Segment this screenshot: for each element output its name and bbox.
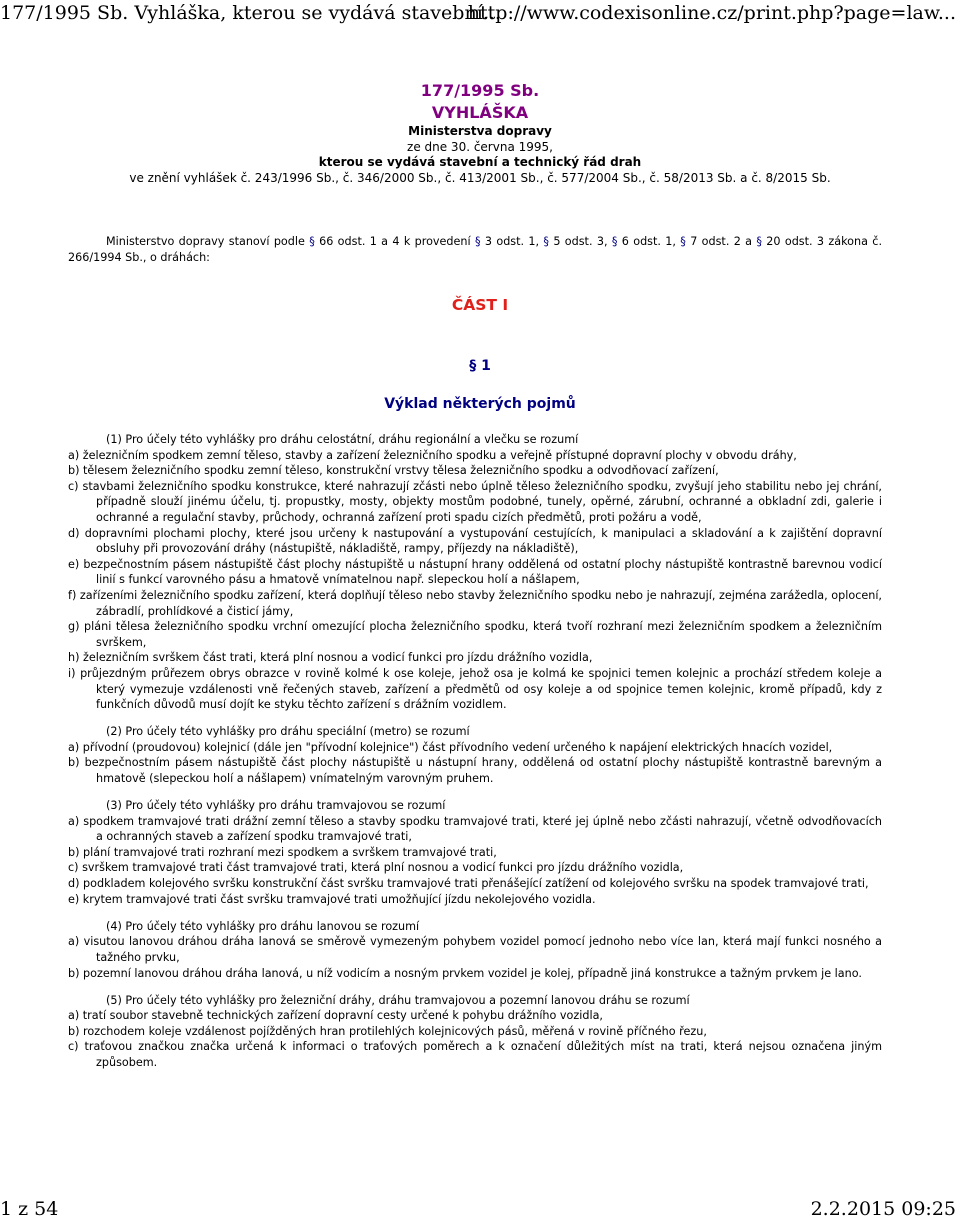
paragraph-lead: (3) Pro účely této vyhlášky pro dráhu tramvajovou se rozumí [106, 799, 446, 813]
section-sign-link[interactable]: § [469, 358, 477, 374]
preamble-text: Ministerstvo dopravy stanoví podle [106, 235, 310, 248]
definition-block [68, 432, 882, 713]
definition-item: e) krytem tramvajové trati část svršku tramvajové trati umožňující jízdu nekolejového vozidla. [68, 892, 596, 906]
definition-item: b) tělesem železničního spodku zemní těleso, konstrukční vrstvy tělesa železničního spodku a odvodňovací zařízení, [68, 464, 719, 478]
definition-item: b) rozchodem koleje vzdálenost pojížděných hran protilehlých kolejnicových pásů, měřená v rovině příčného řezu, [68, 1024, 707, 1038]
part-heading: ČÁST I [451, 296, 509, 314]
preamble-text: 66 odst. 1 a 4 k provedení [314, 235, 475, 248]
definition-item: d) dopravními plochami plochy, které jsou určeny k nastupování a vystupování cestujících, k manipulaci a skladování a k zajištění dopravní obsluhy při provozování dráhy (nástupiště, nákladiště, rampy, příjezdy na nákladiště), [68, 526, 882, 556]
document-amendments: ve znění vyhlášek č. 243/1996 Sb., č. 346/2000 Sb., č. 413/2001 Sb., č. 577/2004 Sb., č. 58/2013 Sb. a č. 8/2015 Sb. [129, 170, 831, 185]
definition-item: i) průjezdným průřezem obrys obrazce v rovině kolmé k ose koleje, jehož osa je kolmá ke spojnici temen kolejnic a prochází středem koleje a který vymezuje vzdálenosti vně řečených staveb, zařízení a předmětů od osy koleje a od spojnice temen kolejnic, kromě případů, kdy z funkčních důvodů musí dojít ke styku těchto zařízení s drážním vozidlem. [68, 666, 882, 712]
definition-item: d) podkladem kolejového svršku konstrukční část svršku tramvajové trati přenášející zatížení od kolejového svršku na spodek tramvajové trati, [68, 877, 869, 891]
definition-item: a) visutou lanovou dráhou dráha lanová se směrově vymezeným pohybem vozidel pomocí jednoho nebo více lan, která mají funkci nosného a tažného prvku, [68, 935, 882, 964]
definition-item: b) pozemní lanovou dráhou dráha lanová, u níž vodicím a nosným prvkem vozidel je kolej, případně jiná konstrukce a tažným prvkem je lano. [68, 966, 862, 980]
paragraph-lead: (4) Pro účely této vyhlášky pro dráhu lanovou se rozumí [106, 919, 420, 933]
document-issuer: Ministerstva dopravy [408, 124, 552, 138]
definition-item: a) přívodní (proudovou) kolejnicí (dále jen "přívodní kolejnice") část přívodního vedení určeného k napájení elektrických hnacích vozidel, [68, 740, 833, 754]
preamble-text: 5 odst. 3, [549, 235, 612, 248]
print-header-title: 177/1995 Sb. Vyhláška, kterou se vydává stavební... [0, 2, 501, 24]
definition-block [68, 798, 882, 907]
definition-item: c) traťovou značkou značka určená k informaci o traťových poměrech a k označení důležitých míst na trati, která nejsou označena jiným způsobem. [68, 1040, 882, 1069]
paragraph-lead: (1) Pro účely této vyhlášky pro dráhu celostátní, dráhu regionální a vlečku se rozumí [106, 433, 579, 446]
section-sign-link[interactable]: § [611, 235, 618, 248]
paragraph-gap [68, 713, 882, 725]
print-header-url[interactable]: http://www.codexisonline.cz/print.php?page=law... [467, 2, 956, 24]
definition-item: b) plání tramvajové trati rozhraní mezi spodkem a svrškem tramvajové trati, [68, 845, 497, 859]
paragraph-lead: (2) Pro účely této vyhlášky pro dráhu speciální (metro) se rozumí [106, 725, 470, 739]
document-subject: kterou se vydává stavební a technický řád drah [318, 155, 642, 169]
paragraph-gap [68, 907, 882, 919]
definition-item: c) stavbami železničního spodku konstrukce, které nahrazují zčásti nebo úplně těleso železničního spodku, zvyšují jeho stabilitu nebo jej chrání, případně slouží jinému účelu, tj. propustky, mosty, objekty mostům podobné, tunely, opěrné, zárubní, ochranné a obkladní zdi, galerie i ochranné a regulační stavby, průchody, ochranná zařízení proti spadu cizích předmětů, proti požáru a vodě, [68, 479, 882, 524]
definition-item: b) bezpečnostním pásem nástupiště část plochy nástupiště u nástupní hrany, oddělená od ostatní plochy nástupiště kontrastně barevným a hmatově (slepeckou holí a nášlapem) vnímatelným varovným pruhem. [68, 756, 882, 785]
definition-item: f) zařízeními železničního spodku zařízení, která doplňují těleso nebo stavby železničního spodku nebo je nahrazují, zejména zarážedla, oplocení, zábradlí, prohlídkové a čisticí jámy, [68, 588, 882, 618]
preamble-text: 20 odst. 3 zákona č. 266/1994 Sb., o dráhách: [68, 235, 882, 264]
definition-block [68, 724, 882, 786]
definition-item: a) tratí soubor stavebně technických zařízení dopravní cesty určené k pohybu drážního vozidla, [68, 1009, 603, 1023]
section-heading [0, 358, 960, 374]
preamble [68, 234, 882, 265]
paragraph-gap [68, 787, 882, 799]
preamble-text: 3 odst. 1, [480, 235, 544, 248]
section-title: Výklad některých pojmů [384, 396, 576, 412]
print-datetime: 2.2.2015 09:25 [810, 1198, 956, 1220]
section-sign-link[interactable]: § [309, 235, 315, 248]
preamble-text: 7 odst. 2 a [685, 235, 757, 248]
definition-item: a) železničním spodkem zemní těleso, stavby a zařízení železničního spodku a veřejně přístupné dopravní plochy v obvodu dráhy, [68, 448, 797, 462]
print-footer [0, 1198, 960, 1220]
section-sign-link[interactable]: § [543, 235, 549, 248]
definition-item: e) bezpečnostním pásem nástupiště část plochy nástupiště u nástupní hrany oddělená od ostatní plochy nástupiště kontrastně barevnou vodicí linií s funkcí varovného pásu a hmatově vnímatelnou např. slepeckou holí a nášlapem, [68, 557, 882, 587]
definition-item: g) pláni tělesa železničního spodku vrchní omezující plocha železničního spodku, která tvoří rozhraní mezi železničním spodkem a železničním svrškem, [68, 620, 882, 649]
document-date: ze dne 30. června 1995, [407, 139, 553, 154]
document-type: VYHLÁŠKA [431, 103, 529, 122]
section-sign-link[interactable]: § [756, 235, 762, 248]
print-header [0, 0, 960, 28]
page-counter: 1 z 54 [0, 1198, 59, 1220]
section-sign-link[interactable]: § [474, 235, 481, 248]
document-title-block [0, 80, 960, 186]
definition-item: a) spodkem tramvajové trati drážní zemní těleso a stavby spodku tramvajové trati, které jej úplně nebo zčásti nahrazují, včetně odvodňovacích a ochranných staveb a zařízení spodku tramvajové trati, [68, 814, 882, 844]
definition-item: h) železničním svrškem část trati, která plní nosnou a vodicí funkci pro jízdu drážního vozidla, [68, 651, 593, 665]
preamble-text: 6 odst. 1, [617, 235, 681, 248]
paragraph-lead: (5) Pro účely této vyhlášky pro železniční dráhy, dráhu tramvajovou a pozemní lanovou dráhu se rozumí [106, 993, 690, 1007]
section-number: 1 [481, 358, 491, 374]
definition-block [68, 993, 882, 1071]
paragraph-gap [68, 981, 882, 993]
definitions [68, 432, 882, 1071]
definition-block [68, 919, 882, 981]
document-number: 177/1995 Sb. [420, 81, 540, 100]
section-sign-link[interactable]: § [680, 235, 686, 248]
definition-item: c) svrškem tramvajové trati část tramvajové trati, která plní nosnou a vodicí funkci pro jízdu drážního vozidla, [68, 861, 684, 875]
